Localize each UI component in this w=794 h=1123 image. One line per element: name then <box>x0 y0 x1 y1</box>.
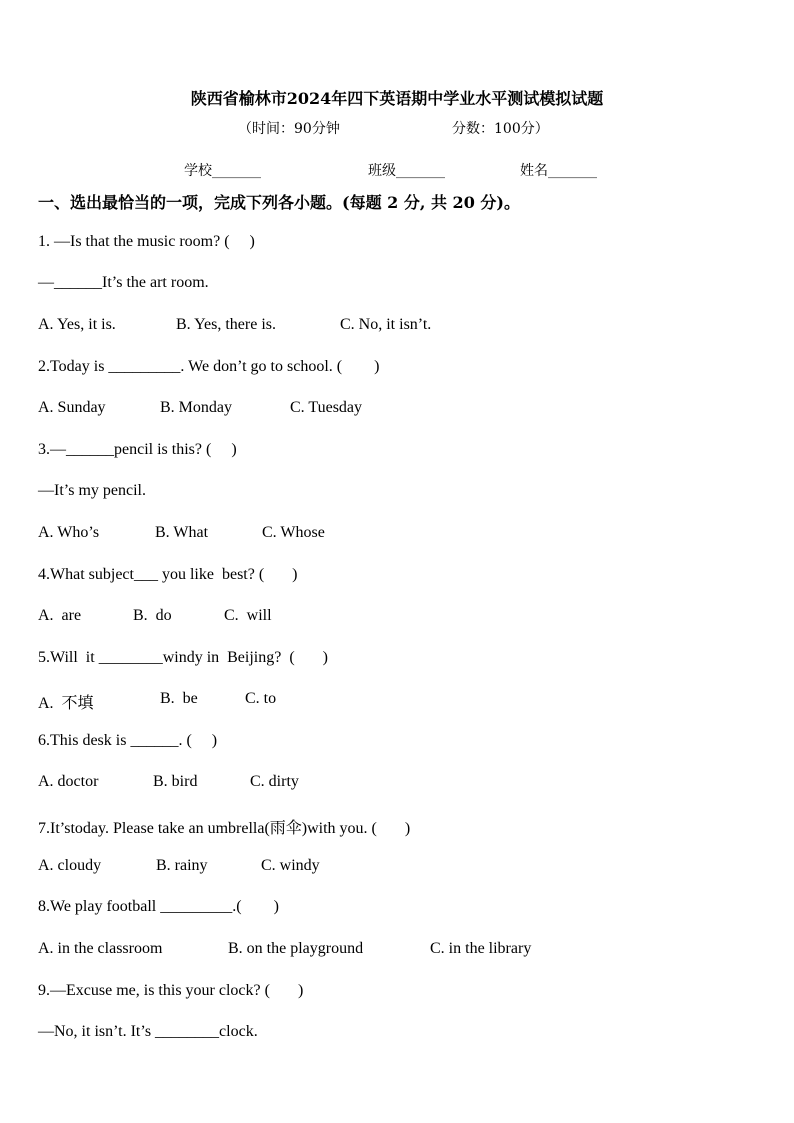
question-8-option-a: A. in the classroom <box>38 940 163 957</box>
question-7-stem: 7.It’stoday. Please take an umbrella(雨伞)with you. ( ) <box>38 820 411 837</box>
question-6-option-c: C. dirty <box>250 773 299 790</box>
question-1-option-c: C. No, it isn’t. <box>340 316 432 333</box>
exam-time: （时间：90分钟 <box>238 121 340 137</box>
question-7-option-b: B. rainy <box>156 857 208 874</box>
question-3-stem: 3.—______pencil is this? ( ) <box>38 441 237 458</box>
question-1-option-b: B. Yes, there is. <box>176 316 277 333</box>
question-1-answer-line: —______It’s the art room. <box>38 274 209 291</box>
exam-title: 陕西省榆林市2024年四下英语期中学业水平测试模拟试题 <box>190 89 604 108</box>
question-3-answer-line: —It’s my pencil. <box>38 482 146 499</box>
question-3-option-a: A. Who’s <box>38 524 100 541</box>
question-4-stem: 4.What subject___ you like best? ( ) <box>38 566 298 583</box>
question-8-option-c: C. in the library <box>430 940 532 957</box>
question-4-option-c: C. will <box>224 607 272 624</box>
question-5-option-a: A. 不填 <box>38 695 94 712</box>
question-1-option-a: A. Yes, it is. <box>38 316 116 333</box>
question-1-stem: 1. —Is that the music room? ( ) <box>38 233 255 250</box>
question-6-option-b: B. bird <box>153 773 198 790</box>
school-field: 学校_______ <box>184 163 261 179</box>
question-5-stem: 5.Will it ________windy in Beijing? ( ) <box>38 649 328 666</box>
question-2-stem: 2.Today is _________. We don’t go to school. ( ) <box>38 358 380 375</box>
question-6-option-a: A. doctor <box>38 773 99 790</box>
exam-score: 分数：100分） <box>452 121 549 137</box>
question-6-stem: 6.This desk is ______. ( ) <box>38 732 218 749</box>
question-2-option-c: C. Tuesday <box>290 399 363 416</box>
question-4-option-b: B. do <box>133 607 172 624</box>
section-heading: 一、选出最恰当的一项，完成下列各小题。(每题 2 分, 共 20 分)。 <box>38 193 520 212</box>
question-8-option-b: B. on the playground <box>228 940 364 957</box>
question-2-option-b: B. Monday <box>160 399 232 416</box>
question-9-answer-line: —No, it isn’t. It’s ________clock. <box>38 1023 258 1040</box>
question-2-option-a: A. Sunday <box>38 399 106 416</box>
name-field: 姓名_______ <box>520 163 597 179</box>
question-8-stem: 8.We play football _________.( ) <box>38 898 279 915</box>
question-3-option-c: C. Whose <box>262 524 325 541</box>
question-3-option-b: B. What <box>155 524 209 541</box>
question-7-option-a: A. cloudy <box>38 857 102 874</box>
question-7-option-c: C. windy <box>261 857 320 874</box>
question-5-option-c: C. to <box>245 690 277 707</box>
question-5-option-b: B. be <box>160 690 198 707</box>
question-9-stem: 9.—Excuse me, is this your clock? ( ) <box>38 982 304 999</box>
question-4-option-a: A. are <box>38 607 82 624</box>
class-field: 班级_______ <box>368 163 445 179</box>
